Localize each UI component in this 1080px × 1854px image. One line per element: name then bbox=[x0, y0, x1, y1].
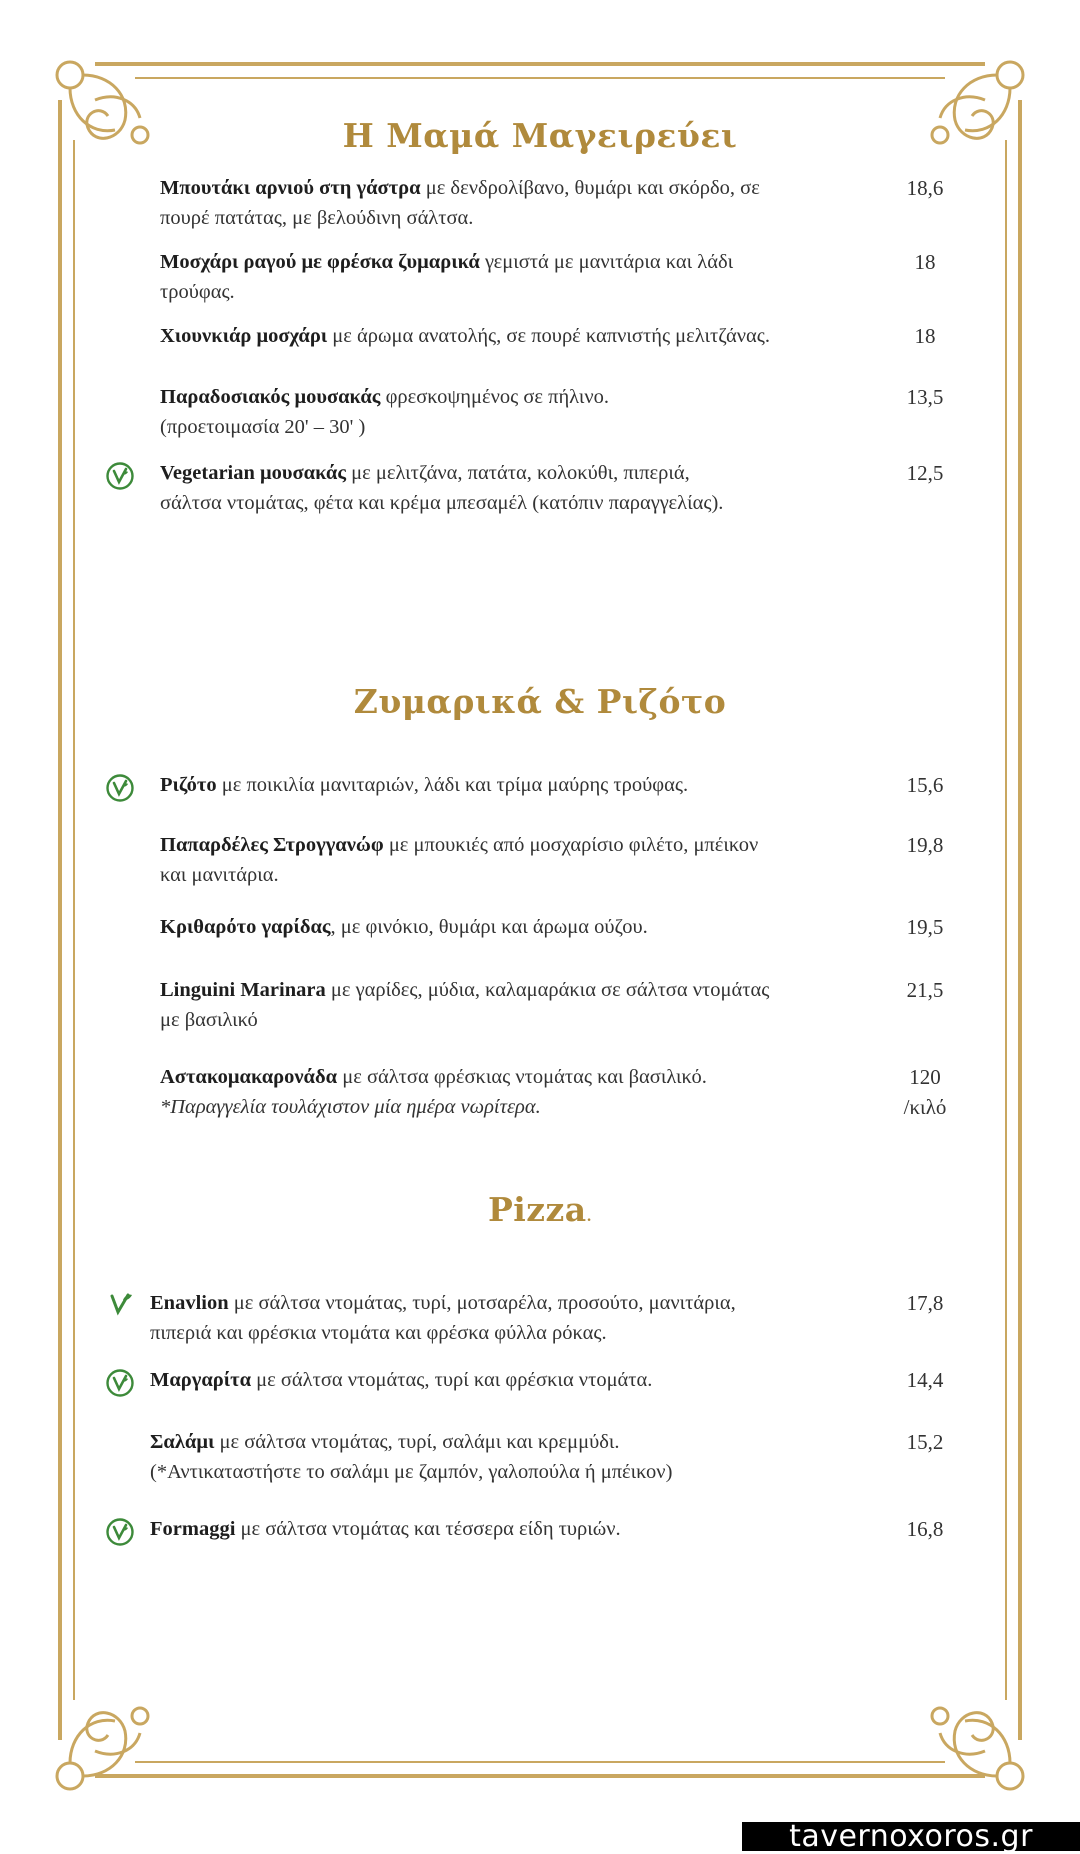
item-price: 19,8 bbox=[906, 833, 944, 857]
item-name: Μαργαρίτα bbox=[150, 1369, 252, 1391]
item-name: Μοσχάρι ραγού με φρέσκα ζυμαρικά bbox=[160, 251, 480, 273]
item-description: με γαρίδες, μύδια, καλαμαράκια σε σάλτσα ντομάτας bbox=[325, 979, 770, 1001]
menu-item bbox=[0, 770, 1080, 800]
menu-item bbox=[0, 1365, 1080, 1395]
item-description-line2: πουρέ πατάτας, με βελούδινη σάλτσα. bbox=[160, 207, 474, 229]
item-description: φρεσκοψημένος σε πήλινο. bbox=[380, 386, 610, 408]
vegetarian-icon bbox=[105, 461, 135, 491]
item-description-line2: σάλτσα ντομάτας, φέτα και κρέμα μπεσαμέλ (κατόπιν παραγγελίας). bbox=[160, 492, 724, 514]
item-description-line2: πιπεριά και φρέσκια ντομάτα και φρέσκα φύλλα ρόκας. bbox=[150, 1322, 607, 1344]
section-title-suffix: . bbox=[586, 1209, 593, 1225]
item-description-line2: (*Αντικαταστήστε το σαλάμι με ζαμπόν, γαλοπούλα ή μπέικον) bbox=[150, 1461, 673, 1483]
item-price: 18,6 bbox=[906, 176, 944, 200]
menu-item bbox=[0, 1062, 1080, 1122]
menu-item bbox=[0, 1514, 1080, 1544]
item-description-line2: και μανιτάρια. bbox=[160, 864, 279, 886]
item-description: με μπουκιές από μοσχαρίσιο φιλέτο, μπέικον bbox=[383, 834, 759, 856]
item-name: Linguini Marinara bbox=[160, 979, 326, 1001]
item-description: με δενδρολίβανο, θυμάρι και σκόρδο, σε bbox=[420, 177, 760, 199]
item-name: Κριθαρότο γαρίδας bbox=[160, 916, 331, 938]
item-price: 17,8 bbox=[906, 1291, 944, 1315]
item-name: Παπαρδέλες Στρογγανώφ bbox=[160, 834, 384, 856]
item-name: Vegetarian μουσακάς bbox=[160, 462, 347, 484]
item-description: με σάλτσα ντομάτας, τυρί και φρέσκια ντομάτα. bbox=[251, 1369, 653, 1391]
item-price: 19,5 bbox=[906, 915, 944, 939]
menu-item bbox=[0, 1427, 1080, 1487]
item-description: με ποικιλία μανιταριών, λάδι και τρίμα μαύρης τρούφας. bbox=[216, 774, 689, 796]
item-name: Σαλάμι bbox=[150, 1431, 215, 1453]
item-price: 18 bbox=[914, 324, 936, 348]
menu-item bbox=[0, 173, 1080, 233]
sprout-icon bbox=[105, 1288, 135, 1318]
menu-item bbox=[0, 912, 1080, 942]
item-price: 15,6 bbox=[906, 773, 944, 797]
item-description: με σάλτσα ντομάτας και τέσσερα είδη τυριών. bbox=[235, 1518, 621, 1540]
item-description-line2: με βασιλικό bbox=[160, 1009, 258, 1031]
item-description-line2: (προετοιμασία 20' – 30' ) bbox=[160, 416, 366, 438]
item-name: Μπουτάκι αρνιού στη γάστρα bbox=[160, 177, 421, 199]
item-description: με σάλτσα ντομάτας, τυρί, σαλάμι και κρεμμύδι. bbox=[214, 1431, 620, 1453]
vegetarian-icon bbox=[105, 773, 135, 803]
menu-item bbox=[0, 830, 1080, 890]
menu-item bbox=[0, 321, 1080, 351]
item-price: 18 bbox=[914, 250, 936, 274]
item-note: *Παραγγελία τουλάχιστον μία ημέρα νωρίτερα. bbox=[160, 1096, 541, 1118]
item-name: Formaggi bbox=[150, 1518, 236, 1540]
vegetarian-icon bbox=[105, 1517, 135, 1547]
item-price: 21,5 bbox=[906, 978, 944, 1002]
menu-item bbox=[0, 382, 1080, 442]
vegetarian-icon bbox=[105, 1368, 135, 1398]
item-price-unit: /κιλό bbox=[903, 1095, 947, 1119]
item-description: γεμιστά με μανιτάρια και λάδι bbox=[479, 251, 734, 273]
item-description: με άρωμα ανατολής, σε πουρέ καπνιστής μελιτζάνας. bbox=[327, 325, 770, 347]
item-name: Enavlion bbox=[150, 1292, 229, 1314]
menu-item bbox=[0, 247, 1080, 307]
item-description: με μελιτζάνα, πατάτα, κολοκύθι, πιπεριά, bbox=[346, 462, 690, 484]
item-name: Παραδοσιακός μουσακάς bbox=[160, 386, 381, 408]
section-title-mama: Η Μαμά Μαγειρεύει bbox=[342, 116, 738, 155]
item-price: 14,4 bbox=[906, 1368, 944, 1392]
menu-item bbox=[0, 975, 1080, 1035]
section-title-text: Pizza bbox=[487, 1190, 587, 1229]
item-description-line2: τρούφας. bbox=[160, 281, 235, 303]
item-name: Ριζότο bbox=[160, 774, 217, 796]
item-description: με σάλτσα ντομάτας, τυρί, μοτσαρέλα, προσούτο, μανιτάρια, bbox=[228, 1292, 736, 1314]
item-name: Αστακομακαρονάδα bbox=[160, 1066, 338, 1088]
item-price-value: 120 bbox=[909, 1065, 941, 1089]
item-price: 16,8 bbox=[906, 1517, 944, 1541]
section-title-pasta-risotto: Ζυμαρικά & Ριζότο bbox=[353, 682, 727, 721]
item-description: με σάλτσα φρέσκιας ντομάτας και βασιλικό. bbox=[337, 1066, 707, 1088]
menu-item bbox=[0, 458, 1080, 518]
item-name: Χιουνκιάρ μοσχάρι bbox=[160, 325, 328, 347]
item-price: 12,5 bbox=[906, 461, 944, 485]
item-description: , με φινόκιο, θυμάρι και άρωμα ούζου. bbox=[330, 916, 648, 938]
item-price: 13,5 bbox=[906, 385, 944, 409]
section-title-pizza bbox=[0, 1190, 1080, 1229]
item-price: 15,2 bbox=[906, 1430, 944, 1454]
watermark: tavernoxoros.gr bbox=[742, 1822, 1080, 1851]
item-price bbox=[875, 1062, 975, 1122]
menu-item bbox=[0, 1288, 1080, 1348]
